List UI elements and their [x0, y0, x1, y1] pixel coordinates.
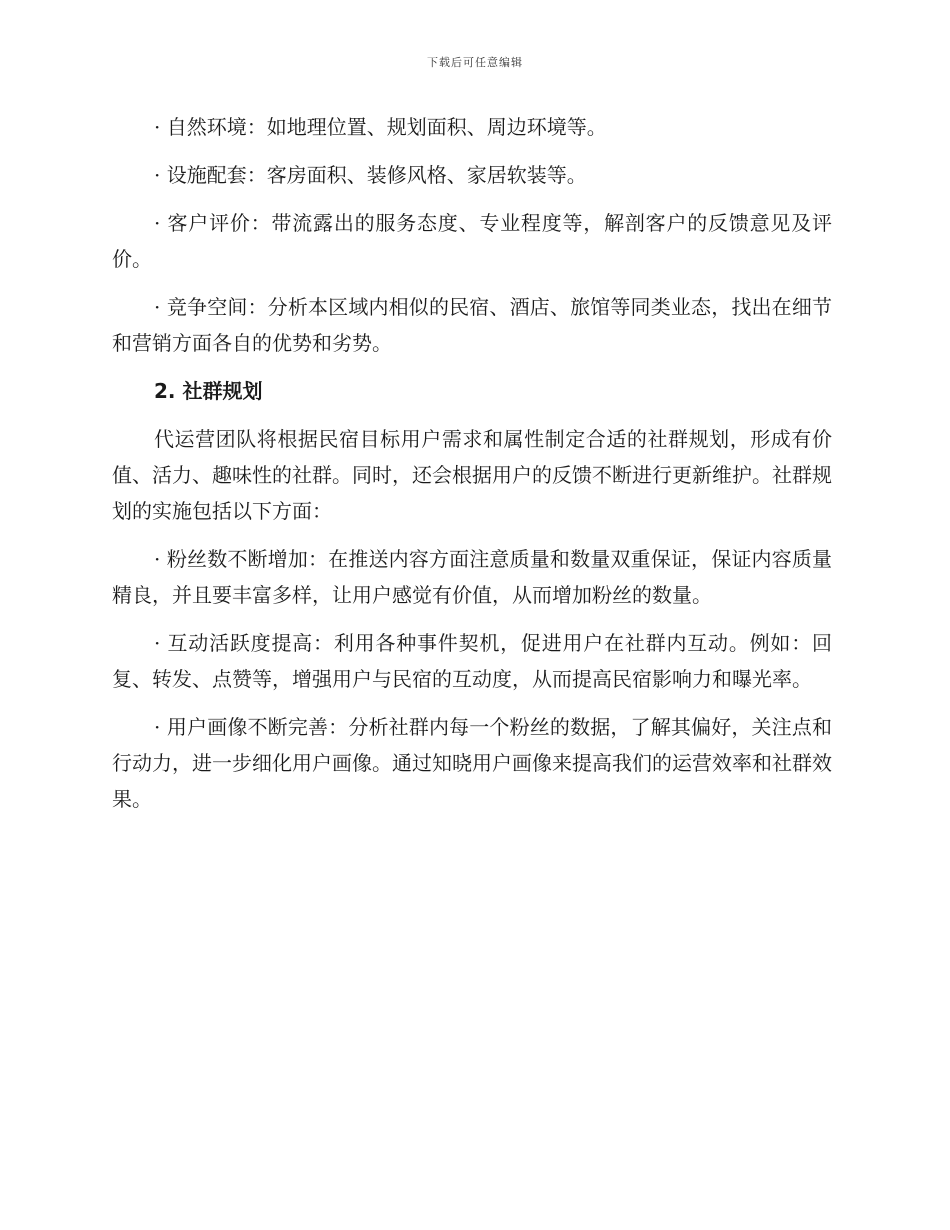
section-heading-community-planning: 2. 社群规划	[154, 379, 263, 403]
bullet-facilities: · 设施配套：客房面积、装修风格、家居软装等。	[154, 163, 587, 187]
bullet-natural-environment: · 自然环境：如地理位置、规划面积、周边环境等。	[154, 115, 607, 139]
bullet-customer-reviews: · 客户评价：带流露出的服务态度、专业程度等，解剖客户的反馈意见及评价。	[112, 211, 832, 271]
page-header: 下载后可任意编辑	[427, 56, 523, 69]
bullet-fan-growth: · 粉丝数不断增加：在推送内容方面注意质量和数量双重保证，保证内容质量精良，并且要丰富多样，让用户感觉有价值，从而增加粉丝的数量。	[112, 547, 832, 607]
document-body	[112, 109, 832, 829]
bullet-user-profile: · 用户画像不断完善：分析社群内每一个粉丝的数据，了解其偏好，关注点和行动力，进一步细化用户画像。通过知晓用户画像来提高我们的运营效率和社群效果。	[112, 715, 832, 811]
body-paragraph-community-intro: 代运营团队将根据民宿目标用户需求和属性制定合适的社群规划，形成有价值、活力、趣味性的社群。同时，还会根据用户的反馈不断进行更新维护。社群规划的实施包括以下方面：	[112, 427, 832, 523]
bullet-engagement: · 互动活跃度提高：利用各种事件契机，促进用户在社群内互动。例如：回复、转发、点赞等，增强用户与民宿的互动度，从而提高民宿影响力和曝光率。	[112, 631, 832, 691]
bullet-competition: · 竞争空间：分析本区域内相似的民宿、酒店、旅馆等同类业态，找出在细节和营销方面各自的优势和劣势。	[112, 295, 832, 355]
